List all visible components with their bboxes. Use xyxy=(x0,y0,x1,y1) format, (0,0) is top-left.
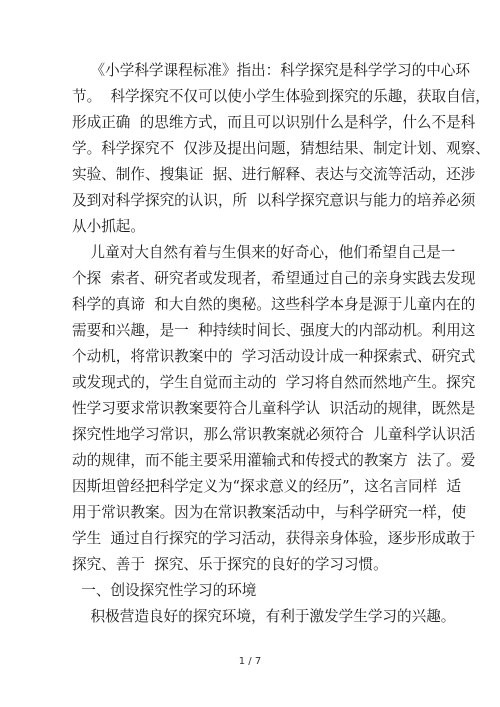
text-line: 《小学科学课程标准》指出：科学探究是科学学习的中心环 xyxy=(72,62,470,79)
text-line: 性学习要求常识教案要符合儿童科学认 识活动的规律，既然是 xyxy=(72,400,476,417)
text-line: 从小抓起。 xyxy=(72,218,145,235)
page-number: 1 / 7 xyxy=(238,656,262,667)
text-line: 或发现式的，学生自觉而主动的 学习将自然而然地产生。探究 xyxy=(72,374,476,391)
text-line: 儿童对大自然有着与生俱来的好奇心，他们希望自己是一 xyxy=(72,244,456,261)
text-line: 动的规律，而不能主要采用灌输式和传授式的教案方 法了。爱 xyxy=(72,452,476,469)
text-line: 学生 通过自行探究的学习活动，获得亲身体验，逐步形成敢于 xyxy=(72,530,476,547)
text-line: 探究性地学习常识，那么常识教案就必须符合 儿童科学认识活 xyxy=(72,426,476,443)
text-line: 因斯坦曾经把科学定义为“探求意义的经历”，这名言同样 适 xyxy=(72,478,462,495)
paragraph-1 xyxy=(72,58,490,240)
text-line: 科学的真谛 和大自然的奥秘。这些科学本身是源于儿童内在的 xyxy=(72,296,476,313)
text-line: 用于常识教案。因为在常识教案活动中，与科学研究一样，使 xyxy=(72,504,467,521)
text-line: 节。 科学探究不仅可以使小学生体验到探究的乐趣，获取自信， xyxy=(72,88,490,105)
text-line: 需要和兴趣，是一 种持续时间长、强度大的内部动机。利用这 xyxy=(72,322,476,339)
text-line: 形成正确 的思维方式，而且可以识别什么是科学，什么不是科 xyxy=(72,114,476,131)
text-line: 学。科学探究不 仅涉及提出问题，猜想结果、制定计划、观察、 xyxy=(72,140,490,157)
paragraph-2 xyxy=(72,240,476,578)
text-line: 个动机，将常识教案中的 学习活动设计成一种探索式、研究式 xyxy=(72,348,476,365)
section-heading: 一、创设探究性学习的环境 xyxy=(72,582,257,599)
text-line: 探究、善于 探究、乐于探究的良好的学习习惯。 xyxy=(72,556,388,573)
text-line: 实验、制作、搜集证 据、进行解释、表达与交流等活动，还涉 xyxy=(72,166,476,183)
paragraph-3: 积极营造良好的探究环境，有利于激发学生学习的兴趣。 xyxy=(72,608,456,625)
text-line: 及到对科学探究的认识，所 以科学探究意识与能力的培养必须 xyxy=(72,192,476,209)
text-line: 个探 索者、研究者或发现者，希望通过自己的亲身实践去发现 xyxy=(72,270,476,287)
